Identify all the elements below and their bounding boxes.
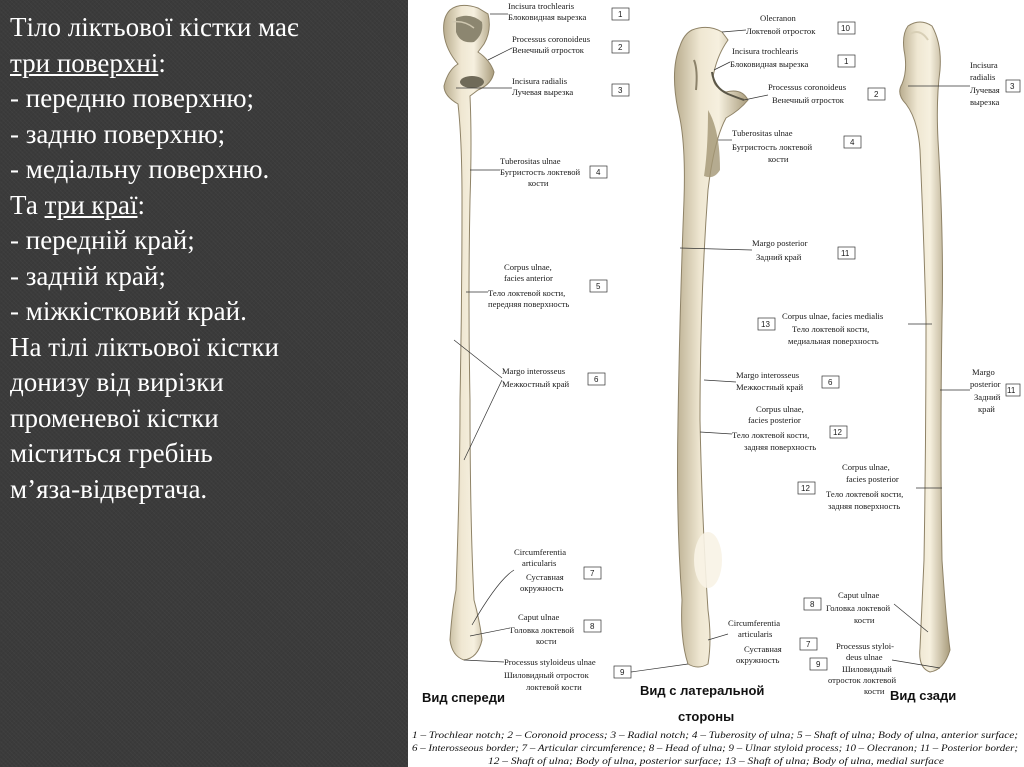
svg-text:8: 8 [810,600,815,609]
label-lateral-13 [758,311,932,346]
svg-text:Шиловидный: Шиловидный [842,664,892,674]
svg-text:Incisura: Incisura [970,60,998,70]
text-line: - передній край; [10,225,195,255]
svg-text:Локтевой отросток: Локтевой отросток [746,26,816,36]
svg-text:Processus coronoideus: Processus coronoideus [768,82,847,92]
label-lateral-1 [714,46,855,70]
svg-text:Задний: Задний [974,392,1001,402]
svg-text:11: 11 [841,249,850,258]
svg-text:Задний край: Задний край [756,252,802,262]
text-line: - міжкістковий край. [10,296,247,326]
svg-text:Circumferentia: Circumferentia [514,547,567,557]
svg-text:медиальная поверхность: медиальная поверхность [788,336,879,346]
svg-text:Margo: Margo [972,367,995,377]
label-lateral-11 [680,238,855,262]
svg-text:Incisura trochlearis: Incisura trochlearis [508,1,575,11]
svg-text:2: 2 [618,43,623,52]
caption-line: 6 – Interosseous border; 7 – Articular circumference; 8 – Head of ulna; 9 – Ulnar styloid process; 10 – Olecranon; 11 – Posterior border; [412,744,928,754]
label-lateral-2 [744,82,885,105]
view-title-lateral: Вид с латеральной [640,683,765,698]
svg-text:Margo interosseus: Margo interosseus [502,366,566,376]
svg-text:Processus styloi-: Processus styloi- [836,641,895,651]
svg-text:Межкостный край: Межкостный край [736,382,804,392]
label-front-2 [488,34,629,60]
label-lateral-4 [718,128,861,164]
svg-text:6: 6 [828,378,833,387]
label-front-5 [466,262,607,309]
svg-text:1: 1 [844,57,849,66]
ulna-figure [408,0,1024,767]
svg-text:окружность: окружность [520,583,564,593]
svg-text:11: 11 [1007,386,1016,395]
svg-text:6: 6 [594,375,599,384]
svg-text:Corpus ulnae,: Corpus ulnae, [842,462,890,472]
svg-text:articularis: articularis [738,629,773,639]
svg-text:radialis: radialis [970,72,996,82]
svg-text:Tuberositas ulnae: Tuberositas ulnae [732,128,793,138]
svg-text:Corpus ulnae,: Corpus ulnae, [756,404,804,414]
label-lateral-12a [700,404,847,452]
view-title-lateral-2: стороны [678,709,735,724]
svg-text:articularis: articularis [522,558,557,568]
svg-text:deus ulnae: deus ulnae [846,652,883,662]
svg-text:Olecranon: Olecranon [760,13,796,23]
svg-text:Суставная: Суставная [526,572,564,582]
svg-text:кости: кости [536,636,557,646]
svg-text:Головка локтевой: Головка локтевой [826,603,891,613]
svg-text:Caput ulnae: Caput ulnae [518,612,560,622]
text-panel [0,0,408,767]
svg-text:Тело локтевой кости,: Тело локтевой кости, [826,489,904,499]
svg-text:Incisura radialis: Incisura radialis [512,76,568,86]
view-title-back: Вид сзади [890,688,957,703]
svg-text:Бугристость локтевой: Бугристость локтевой [732,142,813,152]
svg-text:Блоковидная вырезка: Блоковидная вырезка [730,59,809,69]
svg-text:Лучевая вырезка: Лучевая вырезка [512,87,574,97]
svg-text:Венечный отросток: Венечный отросток [772,95,844,105]
svg-text:posterior: posterior [970,379,1001,389]
text-line: три поверхні: [10,47,166,78]
svg-text:край: край [978,404,995,414]
svg-text:Тело локтевой кости,: Тело локтевой кости, [488,288,566,298]
caption-line: 1 – Trochlear notch; 2 – Coronoid process; 3 – Radial notch; 4 – Tuberosity of ulna; 5 – Shaft of ulna; Body of ulna, anterior surface; [412,731,912,741]
caption-line: 12 – Shaft of ulna; Body of ulna, posterior surface; 13 – Shaft of ulna; Body of ulna, medial surface [488,757,860,767]
label-front-1 [490,1,629,22]
svg-text:Межкостный край: Межкостный край [502,379,570,389]
label-lateral-10 [722,13,855,36]
svg-text:9: 9 [816,660,821,669]
svg-text:Processus styloideus ulnae: Processus styloideus ulnae [504,657,596,667]
svg-text:Corpus ulnae,: Corpus ulnae, [504,262,552,272]
text-line: променевої кістки [10,402,219,433]
svg-text:кости: кости [528,178,549,188]
label-lateral-7 [708,618,817,665]
label-lateral-8 [804,590,928,632]
text-line: Тіло ліктьової кістки має [10,12,299,42]
text-line: - передню поверхню; [10,83,255,113]
label-lateral-6 [704,370,839,392]
svg-text:Tuberositas ulnae: Tuberositas ulnae [500,156,561,166]
svg-text:Бугристость локтевой: Бугристость локтевой [500,167,581,177]
svg-text:отросток локтевой: отросток локтевой [828,675,897,685]
svg-text:13: 13 [761,320,770,329]
label-front-8 [470,612,601,646]
ulna-lateral-view [674,27,748,667]
svg-text:Corpus ulnae, facies medialis: Corpus ulnae, facies medialis [782,311,884,321]
svg-text:7: 7 [806,640,811,649]
svg-text:Margo posterior: Margo posterior [752,238,808,248]
svg-text:задняя поверхность: задняя поверхность [744,442,817,452]
svg-text:кости: кости [854,615,875,625]
text-line: - задній край; [10,260,166,291]
text-line: - задню поверхню; [10,118,226,149]
svg-text:7: 7 [590,569,595,578]
svg-text:Блоковидная вырезка: Блоковидная вырезка [508,12,587,22]
svg-text:3: 3 [618,86,623,95]
svg-text:окружность: окружность [736,655,780,665]
svg-text:вырезка: вырезка [970,97,1000,107]
svg-text:Caput ulnae: Caput ulnae [838,590,880,600]
svg-text:facies anterior: facies anterior [504,273,553,283]
svg-text:12: 12 [801,484,810,493]
svg-text:Головка локтевой: Головка локтевой [510,625,575,635]
text-line: донизу від вирізки [10,367,224,397]
label-front-4 [470,156,607,188]
svg-text:Incisura trochlearis: Incisura trochlearis [732,46,799,56]
text-line: Та три краї: [10,189,146,220]
label-front-6 [454,340,605,460]
text-line: м’яза-відвертача. [10,473,208,504]
svg-text:4: 4 [596,168,601,177]
svg-text:1: 1 [618,10,623,19]
label-back-11 [940,367,1020,414]
svg-text:facies posterior: facies posterior [748,415,801,425]
view-title-front: Вид спереди [422,690,505,705]
svg-text:кости: кости [864,686,885,696]
svg-text:Тело локтевой кости,: Тело локтевой кости, [732,430,810,440]
slide-text [10,10,405,507]
svg-text:4: 4 [850,138,855,147]
text-line: На тілі ліктьової кістки [10,331,279,362]
svg-text:Суставная: Суставная [744,644,782,654]
svg-text:задняя поверхность: задняя поверхность [828,501,901,511]
svg-text:Шиловидный отросток: Шиловидный отросток [504,670,589,680]
svg-text:Margo interosseus: Margo interosseus [736,370,800,380]
text-line: міститься гребінь [10,438,213,468]
svg-text:5: 5 [596,282,601,291]
svg-text:локтевой кости: локтевой кости [526,682,582,692]
svg-text:Тело локтевой кости,: Тело локтевой кости, [792,324,870,334]
svg-text:Лучевая: Лучевая [970,85,1000,95]
svg-text:Processus coronoideus: Processus coronoideus [512,34,591,44]
svg-text:12: 12 [833,428,842,437]
svg-text:2: 2 [874,90,879,99]
svg-text:9: 9 [620,668,625,677]
svg-text:Венечный отросток: Венечный отросток [512,45,584,55]
text-line: - медіальну поверхню. [10,154,270,184]
ulna-back-view [900,22,950,672]
svg-text:3: 3 [1010,82,1015,91]
svg-text:кости: кости [768,154,789,164]
svg-text:8: 8 [590,622,595,631]
svg-text:facies posterior: facies posterior [846,474,899,484]
ulna-front-view [444,5,494,660]
svg-text:Circumferentia: Circumferentia [728,618,781,628]
figure-panel [408,0,1024,767]
label-lateral-12b [798,462,942,511]
svg-text:передняя поверхность: передняя поверхность [488,299,570,309]
svg-text:10: 10 [841,24,850,33]
